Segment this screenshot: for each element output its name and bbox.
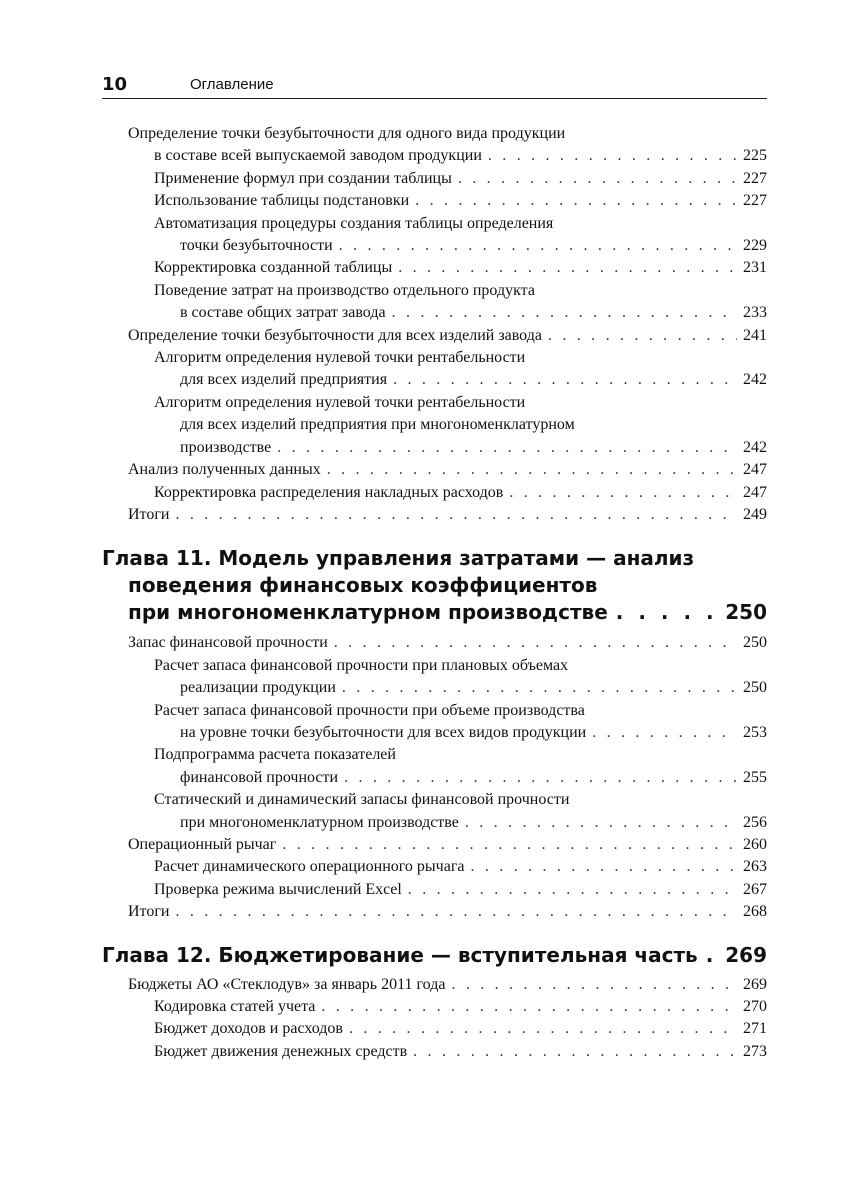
page-ref: 247: [743, 461, 767, 479]
leader-dots: [342, 677, 737, 699]
entry-line: Запас финансовой прочности: [128, 634, 328, 652]
leader-dots: [282, 834, 737, 856]
toc-entry[interactable]: [102, 632, 767, 654]
leader-dots: [548, 325, 737, 347]
entry-line: Автоматизация процедуры создания таблицы определения: [154, 214, 554, 232]
entry-last-line: [154, 996, 767, 1018]
toc-subentry[interactable]: [102, 879, 767, 901]
page-ref: 260: [743, 835, 767, 853]
entry-line: Кодировка статей учета: [154, 998, 316, 1015]
toc-subentry[interactable]: [102, 700, 767, 745]
page-ref: 247: [743, 483, 767, 501]
entry-line: Алгоритм определения нулевой точки рентабельности: [154, 349, 526, 367]
entry-line: Итоги: [128, 505, 170, 523]
entry-line: Корректировка созданной таблицы: [154, 259, 393, 277]
leader-dots: [413, 1041, 737, 1063]
page-ref: 227: [743, 192, 767, 210]
chapter-11-heading[interactable]: [102, 545, 767, 626]
entry-line: точки безубыточности: [180, 237, 333, 255]
toc-entry[interactable]: [102, 459, 767, 481]
entry-line: в составе общих затрат завода: [180, 304, 386, 322]
page-ref: 250: [743, 679, 767, 697]
entry-line: Расчет запаса финансовой прочности при плановых объемах: [154, 656, 569, 674]
page-ref: 241: [743, 326, 767, 344]
page-ref: 269: [725, 942, 767, 967]
toc-subentry[interactable]: [102, 655, 767, 700]
entry-line: Итоги: [128, 903, 170, 921]
entry-line: при многономенклатурном производстве: [180, 813, 459, 831]
page-ref: 253: [743, 723, 767, 741]
page-ref: 255: [743, 768, 767, 786]
leader-dots: [344, 767, 737, 789]
entry-line: реализации продукции: [180, 679, 336, 697]
entry-line: Определение точки безубыточности для всех изделий завода: [128, 326, 542, 344]
entry-line: финансовой прочности: [180, 768, 339, 786]
toc-subentry[interactable]: [102, 744, 767, 789]
chapter-12-heading[interactable]: [102, 942, 767, 969]
entry-last-line: [128, 901, 767, 923]
toc-subentry[interactable]: [102, 257, 767, 279]
entry-last-line: [128, 504, 767, 526]
entry-last-line: [154, 1018, 767, 1040]
leader-dots: [509, 482, 737, 504]
entry-line: Поведение затрат на производство отдельного продукта: [154, 281, 535, 299]
entry-last-line: [128, 974, 767, 996]
entry-line: поведения финансовых коэффициентов: [128, 573, 598, 598]
entry-line: Расчет динамического операционного рычага: [154, 858, 465, 876]
toc-subentry[interactable]: [102, 1018, 767, 1040]
page-ref: 231: [743, 259, 767, 277]
entry-line: на уровне точки безубыточности для всех видов продукции: [180, 723, 587, 741]
toc-subentry[interactable]: [102, 856, 767, 878]
page-ref: 233: [743, 304, 767, 322]
entry-line: Глава 12. Бюджетирование — вступительная часть: [102, 942, 698, 967]
entry-last-line: [128, 145, 767, 167]
entry-last-line: [128, 459, 767, 481]
page-ref: 242: [743, 438, 767, 456]
leader-dots: [706, 942, 718, 969]
entry-line: Бюджеты АО «Стеклодув» за январь 2011 года: [128, 975, 446, 993]
entry-line: Подпрограмма расчета показателей: [154, 746, 396, 764]
toc-subentry[interactable]: [102, 190, 767, 212]
entry-last-line: [154, 677, 767, 699]
entry-last-line: [154, 369, 767, 391]
toc-entry[interactable]: [102, 974, 767, 996]
leader-dots: [392, 302, 737, 324]
page-ref: 225: [743, 147, 767, 165]
toc-subentry[interactable]: [102, 996, 767, 1018]
leader-dots: [175, 901, 737, 923]
toc-subentry[interactable]: [102, 392, 767, 459]
entry-last-line: [102, 942, 767, 969]
leader-dots: [321, 996, 737, 1018]
entry-line: Анализ полученных данных: [128, 461, 321, 479]
toc-subentry[interactable]: [102, 482, 767, 504]
leader-dots: [175, 504, 737, 526]
table-of-contents: [102, 123, 767, 1063]
page-header: [102, 72, 767, 99]
toc-section-chapter-12: [102, 974, 767, 1064]
leader-dots: [339, 235, 737, 257]
entry-last-line: [128, 632, 767, 654]
entry-line: Расчет запаса финансовой прочности при объеме производства: [154, 701, 585, 719]
entry-line: в составе всей выпускаемой заводом продукции: [154, 147, 482, 165]
leader-dots: [327, 459, 737, 481]
leader-dots: [415, 190, 737, 212]
toc-entry[interactable]: [102, 504, 767, 526]
leader-dots: [592, 722, 737, 744]
toc-entry[interactable]: [102, 901, 767, 923]
page-ref: 250: [725, 600, 767, 625]
toc-subentry[interactable]: [102, 280, 767, 325]
leader-dots: [488, 145, 737, 167]
leader-dots: [408, 879, 737, 901]
entry-line: Бюджет доходов и расходов: [154, 1020, 343, 1038]
leader-dots: [393, 369, 737, 391]
entry-line: Операционный рычаг: [128, 835, 277, 853]
entry-last-line: [154, 767, 767, 789]
page-ref: 270: [743, 998, 767, 1015]
leader-dots: [334, 632, 737, 654]
entry-last-line: [154, 879, 767, 901]
leader-dots: [458, 168, 737, 190]
entry-line: Определение точки безубыточности для одного вида продукции: [128, 125, 566, 142]
page-number: 10: [102, 74, 128, 95]
toc-entry[interactable]: [102, 123, 767, 168]
leader-dots: [349, 1018, 737, 1040]
entry-line: при многономенклатурном производстве: [128, 600, 608, 625]
toc-subentry[interactable]: [102, 168, 767, 190]
entry-line: Алгоритм определения нулевой точки рентабельности: [154, 393, 526, 411]
page-ref: 227: [743, 169, 767, 187]
toc-subentry[interactable]: [102, 789, 767, 834]
entry-last-line: [154, 856, 767, 878]
entry-last-line: [128, 834, 767, 856]
toc-section-top: [102, 123, 767, 526]
entry-last-line: [154, 257, 767, 279]
page-ref: 273: [743, 1042, 767, 1060]
leader-dots: [616, 599, 717, 626]
page-ref: 250: [743, 634, 767, 652]
leader-dots: [451, 974, 737, 996]
entry-last-line: [154, 722, 767, 744]
entry-last-line: [154, 302, 767, 324]
entry-line: Использование таблицы подстановки: [154, 192, 410, 210]
entry-last-line: [154, 812, 767, 834]
entry-last-line: [154, 482, 767, 504]
entry-line: Проверка режима вычислений Excel: [154, 880, 402, 898]
leader-dots: [465, 812, 737, 834]
toc-subentry[interactable]: [102, 1041, 767, 1063]
page-ref: 256: [743, 813, 767, 831]
entry-line: производстве: [180, 438, 272, 456]
entry-last-line: [128, 325, 767, 347]
toc-subentry[interactable]: [102, 347, 767, 392]
page-ref: 267: [743, 880, 767, 898]
toc-entry[interactable]: [102, 834, 767, 856]
page-ref: 249: [743, 505, 767, 523]
entry-line: для всех изделий предприятия: [180, 371, 388, 389]
leader-dots: [471, 856, 738, 878]
page-ref: 271: [743, 1020, 767, 1038]
entry-last-line: [154, 168, 767, 190]
entry-last-line: [154, 190, 767, 212]
entry-last-line: [154, 1041, 767, 1063]
leader-dots: [398, 257, 737, 279]
page-ref: 229: [743, 237, 767, 255]
entry-line: Статический и динамический запасы финансовой прочности: [154, 791, 570, 809]
running-header-title: Оглавление: [190, 76, 274, 93]
entry-line: Применение формул при создании таблицы: [154, 169, 452, 187]
page-ref: 263: [743, 858, 767, 876]
page-ref: 268: [743, 903, 767, 921]
entry-last-line: [102, 599, 767, 626]
entry-last-line: [154, 437, 767, 459]
page-ref: 242: [743, 371, 767, 389]
toc-section-chapter-11: [102, 632, 767, 923]
entry-line: для всех изделий предприятия при многономенклатурном: [180, 416, 575, 434]
entry-last-line: [154, 235, 767, 257]
toc-subentry[interactable]: [102, 213, 767, 258]
page-ref: 269: [743, 975, 767, 993]
leader-dots: [277, 437, 737, 459]
entry-line: Бюджет движения денежных средств: [154, 1042, 408, 1060]
entry-line: Корректировка распределения накладных расходов: [154, 483, 504, 501]
entry-line: Глава 11. Модель управления затратами — анализ: [102, 546, 695, 571]
toc-entry[interactable]: [102, 325, 767, 347]
